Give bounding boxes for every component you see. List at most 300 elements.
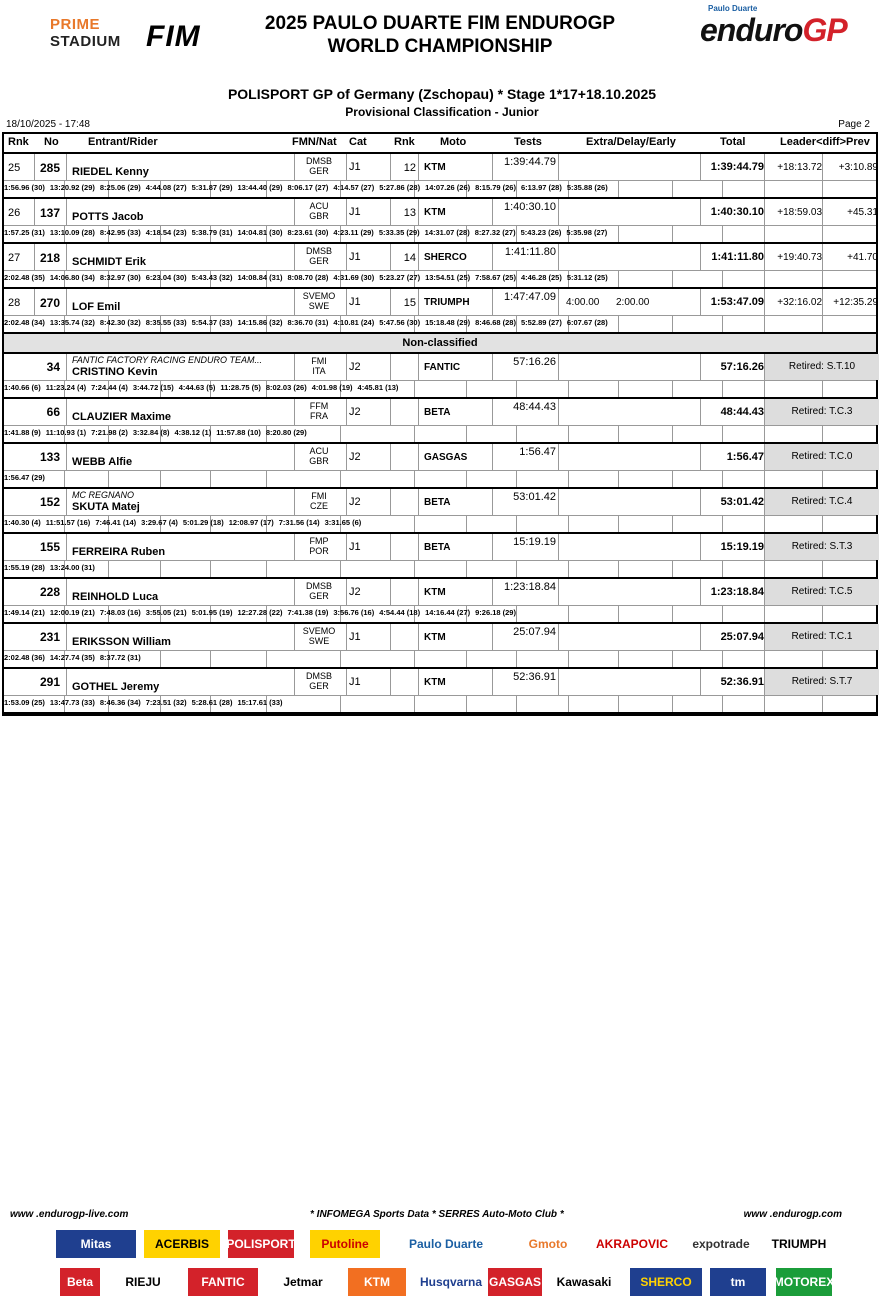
special-test-time: 1:53.09 (25) <box>4 698 45 707</box>
rider-name: RIEDEL Kenny <box>72 166 149 178</box>
rider-federation <box>294 156 344 176</box>
special-test-time: 3:32.84 (8) <box>132 428 170 437</box>
status-badge: Retired: S.T.10 <box>764 354 879 380</box>
special-test-times-line <box>4 560 876 577</box>
rider-row <box>4 199 876 244</box>
special-test-time: 1:41.88 (9) <box>4 428 41 437</box>
special-test-times-line <box>4 650 876 667</box>
event-title: POLISPORT GP of Germany (Zschopau) * Stage 1*17+18.10.2025 <box>227 86 657 102</box>
rider-row <box>4 579 876 624</box>
special-test-times <box>4 183 613 192</box>
rider-category: J1 <box>349 676 361 688</box>
rider-name: LOF Emil <box>72 301 121 313</box>
federation-code: SVEMO <box>302 626 336 636</box>
rider-name: SCHMIDT Erik <box>72 256 146 268</box>
federation-code: DMSB <box>305 246 332 256</box>
rider-motorcycle: KTM <box>424 162 446 173</box>
col-total: Total <box>720 136 746 148</box>
special-test-time: 13:20.92 (29) <box>49 183 95 192</box>
rider-federation <box>294 201 344 221</box>
classification-title: Provisional Classification - Junior <box>345 105 539 119</box>
special-test-times <box>4 273 613 282</box>
special-test-time: 14:31.07 (28) <box>424 228 470 237</box>
special-test-times <box>4 473 50 482</box>
sponsor-logo: Beta <box>60 1268 100 1296</box>
rider-category: J1 <box>349 541 361 553</box>
rider-motorcycle: BETA <box>424 542 451 553</box>
rider-motorcycle: FANTIC <box>424 362 461 373</box>
sponsor-logo: AKRAPOVIC <box>596 1230 668 1258</box>
rider-row <box>4 489 876 534</box>
tests-time: 15:19.19 <box>513 536 556 548</box>
status-badge: Retired: S.T.3 <box>764 534 879 560</box>
special-test-time: 3:31.65 (6) <box>324 518 362 527</box>
nationality: GBR <box>309 211 329 221</box>
footer-left-url[interactable]: www .endurogp-live.com <box>10 1209 129 1220</box>
rider-rank: 26 <box>8 207 21 219</box>
rider-main-line <box>4 354 876 380</box>
nationality: POR <box>309 546 329 556</box>
rider-row <box>4 289 876 334</box>
special-test-time: 11:57.88 (10) <box>216 428 261 437</box>
prev-diff: +41.70 <box>847 252 878 263</box>
rider-rank: 28 <box>8 297 21 309</box>
special-test-times-line <box>4 180 876 197</box>
rider-motorcycle: GASGAS <box>424 452 468 463</box>
rider-number: 270 <box>40 296 61 310</box>
rider-motorcycle: SHERCO <box>424 252 467 263</box>
rider-row <box>4 534 876 579</box>
special-test-time: 1:55.19 (28) <box>4 563 45 572</box>
special-test-time: 4:44.63 (5) <box>178 383 216 392</box>
nationality: GER <box>309 256 329 266</box>
rider-team: MC REGNANO <box>72 490 135 500</box>
sponsor-row-2 <box>56 1268 846 1298</box>
rider-main-line <box>4 489 876 515</box>
sponsor-logo: KTM <box>348 1268 406 1296</box>
status-badge: Retired: T.C.3 <box>764 399 879 425</box>
special-test-time: 14:04.81 (30) <box>237 228 283 237</box>
rider-rank: 27 <box>8 252 21 264</box>
special-test-time: 1:56.47 (29) <box>4 473 45 482</box>
sponsor-row-1 <box>56 1230 846 1260</box>
sponsor-logo: expotrade <box>676 1230 766 1258</box>
rider-main-line <box>4 399 876 425</box>
classified-list <box>4 154 876 334</box>
col-crnk: Rnk <box>394 136 415 148</box>
rider-federation <box>294 671 344 691</box>
rider-name: CLAUZIER Maxime <box>72 411 172 423</box>
tests-time: 1:41:11.80 <box>504 246 556 258</box>
sponsor-logo: Jetmar <box>268 1268 338 1296</box>
federation-code: FMP <box>309 536 329 546</box>
rider-number: 66 <box>46 405 60 419</box>
category-rank: 12 <box>403 162 416 174</box>
special-test-times-line <box>4 380 876 397</box>
special-test-time: 5:43.43 (32) <box>191 273 233 282</box>
rider-name: WEBB Alfie <box>72 456 133 468</box>
rider-category: J2 <box>349 586 361 598</box>
rider-number: 291 <box>40 675 61 689</box>
special-test-time: 8:08.70 (28) <box>287 273 329 282</box>
total-time: 53:01.42 <box>720 496 764 508</box>
special-test-time: 5:54.37 (33) <box>191 318 233 327</box>
special-test-time: 8:35.55 (33) <box>145 318 187 327</box>
footer-right-url[interactable]: www .endurogp.com <box>743 1209 842 1220</box>
federation-code: FMI <box>311 491 327 501</box>
prev-diff: +3:10.89 <box>838 162 878 173</box>
special-test-time: 7:21.98 (2) <box>91 428 128 437</box>
col-leader: Leader<diff>Prev <box>780 136 870 148</box>
rider-number: 155 <box>40 540 61 554</box>
federation-code: DMSB <box>305 156 332 166</box>
special-test-time: 12:08.97 (17) <box>228 518 274 527</box>
federation-code: FFM <box>309 401 329 411</box>
special-test-time: 5:35.88 (26) <box>566 183 608 192</box>
special-test-time: 5:31.87 (29) <box>191 183 233 192</box>
tests-time: 53:01.42 <box>513 491 556 503</box>
rider-category: J1 <box>349 206 361 218</box>
special-test-times <box>4 698 288 707</box>
rider-row <box>4 669 876 714</box>
total-time: 25:07.94 <box>720 631 764 643</box>
rider-category: J2 <box>349 406 361 418</box>
special-test-time: 8:42.30 (32) <box>99 318 141 327</box>
rider-category: J1 <box>349 296 361 308</box>
tests-time: 57:16.26 <box>513 356 556 368</box>
total-time: 57:16.26 <box>720 361 764 373</box>
sponsor-logo: ACERBIS <box>144 1230 220 1258</box>
tests-time: 1:40:30.10 <box>504 201 556 213</box>
special-test-times-line <box>4 315 876 332</box>
rider-main-line <box>4 534 876 560</box>
rider-federation <box>294 246 344 266</box>
special-test-time: 5:47.56 (30) <box>379 318 421 327</box>
rider-number: 285 <box>40 161 61 175</box>
rider-federation <box>294 491 344 511</box>
non-classified-band: Non-classified <box>4 334 876 354</box>
nationality: CZE <box>310 501 328 511</box>
rider-category: J2 <box>349 361 361 373</box>
col-tests: Tests <box>514 136 542 148</box>
sponsor-logo: MOTOREX <box>776 1268 832 1296</box>
rider-name: FERREIRA Ruben <box>72 546 166 558</box>
tests-time: 1:47:47.09 <box>504 291 556 303</box>
federation-code: SVEMO <box>302 291 336 301</box>
category-rank: 13 <box>403 207 416 219</box>
rider-main-line <box>4 444 876 470</box>
total-time: 1:39:44.79 <box>710 161 764 173</box>
status-badge: Retired: T.C.5 <box>764 579 879 605</box>
special-test-time: 6:13.97 (28) <box>520 183 562 192</box>
status-badge: Retired: T.C.4 <box>764 489 879 515</box>
status-badge: Retired: T.C.1 <box>764 624 879 650</box>
special-test-time: 7:31.56 (14) <box>278 518 320 527</box>
prev-diff: +45.31 <box>847 207 878 218</box>
special-test-times <box>4 428 312 437</box>
special-test-time: 3:56.76 (16) <box>333 608 375 617</box>
special-test-time: 1:49.14 (21) <box>4 608 45 617</box>
leader-diff: +32:16.02 <box>777 297 822 308</box>
special-test-time: 3:55.05 (21) <box>145 608 187 617</box>
nationality: GER <box>309 591 329 601</box>
print-date: 18/10/2025 - 17:48 <box>6 119 90 130</box>
special-test-time: 2:02.48 (36) <box>4 653 45 662</box>
special-test-time: 4:38.12 (1) <box>174 428 212 437</box>
nationality: ITA <box>312 366 326 376</box>
col-fmn: FMN/Nat <box>292 136 337 148</box>
special-test-time: 15:17.61 (33) <box>237 698 283 707</box>
rider-category: J2 <box>349 451 361 463</box>
sponsor-logo: Gmoto <box>510 1230 586 1258</box>
special-test-time: 1:56.96 (30) <box>4 183 45 192</box>
rider-rank: 25 <box>8 162 21 174</box>
fim-logo: FIM <box>146 20 201 53</box>
leader-diff: +19:40.73 <box>777 252 822 263</box>
special-test-times <box>4 228 612 237</box>
special-test-time: 8:20.80 (29) <box>265 428 307 437</box>
status-badge: Retired: S.T.7 <box>764 669 879 695</box>
col-cat: Cat <box>349 136 367 148</box>
special-test-time: 3:44.72 (15) <box>132 383 174 392</box>
special-test-time: 4:23.11 (29) <box>333 228 374 237</box>
sponsor-logo: FANTIC <box>188 1268 258 1296</box>
championship-title: 2025 PAULO DUARTE FIM ENDUROGP WORLD CHAMPIONSHIP <box>264 13 616 57</box>
sponsor-logo: RIEJU <box>108 1268 178 1296</box>
special-test-time: 8:36.70 (31) <box>287 318 329 327</box>
special-test-times <box>4 518 366 527</box>
special-test-time: 4:46.28 (25) <box>520 273 562 282</box>
special-test-time: 13:35.74 (32) <box>49 318 95 327</box>
federation-code: DMSB <box>305 671 332 681</box>
special-test-time: 8:46.36 (34) <box>99 698 141 707</box>
rider-main-line <box>4 624 876 650</box>
special-test-time: 7:58.67 (25) <box>475 273 516 282</box>
special-test-time: 5:35.98 (27) <box>566 228 608 237</box>
special-test-times-line <box>4 270 876 287</box>
special-test-time: 8:46.68 (28) <box>475 318 516 327</box>
rider-row <box>4 399 876 444</box>
special-test-times-line <box>4 225 876 242</box>
special-test-times <box>4 563 100 572</box>
special-test-time: 5:31.12 (25) <box>566 273 608 282</box>
sponsor-logo: Paulo Duarte <box>396 1230 496 1258</box>
special-test-time: 8:27.32 (27) <box>474 228 516 237</box>
col-extra: Extra/Delay/Early <box>586 136 676 148</box>
leader-diff: +18:59.03 <box>777 207 822 218</box>
special-test-time: 2:02.48 (34) <box>4 318 45 327</box>
rider-row <box>4 444 876 489</box>
col-moto: Moto <box>440 136 467 148</box>
special-test-time: 7:46.41 (14) <box>95 518 137 527</box>
rider-number: 231 <box>40 630 61 644</box>
rider-number: 218 <box>40 251 61 265</box>
sponsor-logo: Husqvarna <box>416 1268 486 1296</box>
sponsor-logo: SHERCO <box>630 1268 702 1296</box>
special-test-time: 7:48.03 (16) <box>99 608 141 617</box>
sponsor-logo: POLISPORT <box>228 1230 294 1258</box>
special-test-time: 5:38.79 (31) <box>191 228 233 237</box>
rider-main-line <box>4 289 876 315</box>
rider-name: REINHOLD Luca <box>72 591 159 603</box>
page-header <box>0 0 884 80</box>
special-test-time: 14:08.84 (31) <box>237 273 283 282</box>
footer-center-text: * INFOMEGA Sports Data * SERRES Auto-Moto Club * <box>310 1209 564 1220</box>
rider-name: SKUTA Matej <box>72 501 140 513</box>
total-time: 1:53:47.09 <box>710 296 764 308</box>
rider-category: J1 <box>349 631 361 643</box>
sponsor-logo: Mitas <box>56 1230 136 1258</box>
rider-motorcycle: KTM <box>424 677 446 688</box>
special-test-times-line <box>4 515 876 532</box>
special-test-time: 11:28.75 (5) <box>220 383 261 392</box>
special-test-time: 14:16.44 (27) <box>425 608 471 617</box>
total-time: 1:23:18.84 <box>710 586 764 598</box>
rider-number: 34 <box>46 360 60 374</box>
rider-main-line <box>4 154 876 180</box>
tests-time: 1:56.47 <box>519 446 556 458</box>
rider-row <box>4 154 876 199</box>
special-test-times-line <box>4 425 876 442</box>
prev-diff: +12:35.29 <box>833 297 878 308</box>
nationality: SWE <box>308 301 330 311</box>
special-test-time: 5:01.29 (18) <box>182 518 224 527</box>
rider-category: J1 <box>349 161 361 173</box>
special-test-time: 14:27.74 (35) <box>49 653 95 662</box>
nationality: GER <box>309 166 329 176</box>
special-test-time: 5:23.27 (27) <box>379 273 421 282</box>
special-test-times-line <box>4 470 876 487</box>
federation-code: FMI <box>311 356 327 366</box>
tests-time: 52:36.91 <box>513 671 556 683</box>
special-test-time: 15:18.48 (29) <box>425 318 471 327</box>
federation-code: ACU <box>309 201 329 211</box>
federation-code: DMSB <box>305 581 332 591</box>
special-test-time: 8:02.03 (26) <box>265 383 307 392</box>
rider-main-line <box>4 669 876 695</box>
special-test-time: 8:06.17 (27) <box>287 183 329 192</box>
special-test-time: 4:18.54 (23) <box>145 228 187 237</box>
special-test-time: 4:45.81 (13) <box>357 383 399 392</box>
sponsor-logo: GASGAS <box>488 1268 542 1296</box>
special-test-time: 4:31.69 (30) <box>333 273 375 282</box>
rider-number: 137 <box>40 206 61 220</box>
tests-time: 25:07.94 <box>513 626 556 638</box>
special-test-times <box>4 318 613 327</box>
special-test-times <box>4 653 146 662</box>
special-test-time: 8:15.79 (26) <box>475 183 516 192</box>
special-test-time: 11:51.57 (16) <box>45 518 91 527</box>
special-test-time: 7:24.44 (4) <box>91 383 128 392</box>
results-table <box>2 132 878 716</box>
special-test-time: 7:41.38 (19) <box>287 608 329 617</box>
nationality: SWE <box>308 636 330 646</box>
special-test-time: 13:47.73 (33) <box>49 698 95 707</box>
endurogp-logo: Paulo Duarte enduroGP <box>700 4 847 48</box>
special-test-time: 1:40.30 (4) <box>4 518 41 527</box>
total-time: 52:36.91 <box>720 676 764 688</box>
special-test-time: 2:02.48 (35) <box>4 273 45 282</box>
nationality: FRA <box>310 411 328 421</box>
col-rider: Entrant/Rider <box>88 136 158 148</box>
rider-main-line <box>4 244 876 270</box>
special-test-time: 4:10.81 (24) <box>333 318 375 327</box>
rider-federation <box>294 446 344 466</box>
rider-team: FANTIC FACTORY RACING ENDURO TEAM... <box>72 355 263 365</box>
federation-code: ACU <box>309 446 329 456</box>
special-test-time: 7:23.51 (32) <box>145 698 187 707</box>
special-test-time: 14:15.86 (32) <box>237 318 283 327</box>
tests-time: 1:23:18.84 <box>504 581 556 593</box>
special-test-time: 12:27.28 (22) <box>237 608 283 617</box>
special-test-time: 1:57.25 (31) <box>4 228 45 237</box>
col-no: No <box>44 136 59 148</box>
rider-federation <box>294 291 344 311</box>
special-test-time: 5:43.23 (26) <box>520 228 562 237</box>
special-test-time: 12:00.19 (21) <box>49 608 95 617</box>
rider-federation <box>294 356 344 376</box>
special-test-time: 9:26.18 (29) <box>475 608 516 617</box>
rider-motorcycle: KTM <box>424 632 446 643</box>
special-test-time: 4:01.98 (19) <box>311 383 353 392</box>
special-test-times <box>4 383 403 392</box>
special-test-time: 5:27.86 (28) <box>379 183 421 192</box>
special-test-time: 8:25.06 (29) <box>99 183 141 192</box>
tests-time: 1:39:44.79 <box>504 156 556 168</box>
special-test-time: 14:06.80 (34) <box>49 273 95 282</box>
delay-time: 2:00.00 <box>616 297 650 308</box>
special-test-time: 6:23.04 (30) <box>145 273 187 282</box>
category-rank: 15 <box>403 297 416 309</box>
rider-number: 228 <box>40 585 61 599</box>
special-test-time: 5:52.89 (27) <box>520 318 562 327</box>
sponsor-logo: Putoline <box>310 1230 380 1258</box>
nationality: GER <box>309 681 329 691</box>
special-test-time: 1:40.66 (6) <box>4 383 41 392</box>
rider-category: J1 <box>349 251 361 263</box>
prime-stadium-logo: PRIME STADIUM <box>50 16 121 50</box>
status-badge: Retired: T.C.0 <box>764 444 879 470</box>
rider-number: 152 <box>40 495 61 509</box>
rider-federation <box>294 401 344 421</box>
special-test-time: 13:54.51 (25) <box>425 273 471 282</box>
rider-motorcycle: BETA <box>424 407 451 418</box>
total-time: 1:41:11.80 <box>711 251 764 263</box>
rider-name: CRISTINO Kevin <box>72 366 158 378</box>
special-test-time: 13:44.40 (29) <box>237 183 283 192</box>
special-test-time: 11:10.93 (1) <box>45 428 87 437</box>
category-rank: 14 <box>403 252 416 264</box>
rider-number: 133 <box>40 450 61 464</box>
total-time: 48:44.43 <box>720 406 764 418</box>
rider-motorcycle: BETA <box>424 497 451 508</box>
special-test-time: 13:24.00 (31) <box>49 563 95 572</box>
rider-row <box>4 624 876 669</box>
special-test-time: 13:10.09 (28) <box>49 228 95 237</box>
special-test-time: 11:23.24 (4) <box>45 383 87 392</box>
rider-row <box>4 244 876 289</box>
special-test-time: 8:42.95 (33) <box>99 228 141 237</box>
rider-row <box>4 354 876 399</box>
rider-category: J2 <box>349 496 361 508</box>
rider-motorcycle: TRIUMPH <box>424 297 470 308</box>
rider-name: ERIKSSON William <box>72 636 171 648</box>
special-test-time: 4:54.44 (18) <box>379 608 421 617</box>
sponsor-logo: Kawasaki <box>548 1268 620 1296</box>
total-time: 1:40:30.10 <box>710 206 764 218</box>
rider-federation <box>294 536 344 556</box>
leader-diff: +18:13.72 <box>777 162 822 173</box>
